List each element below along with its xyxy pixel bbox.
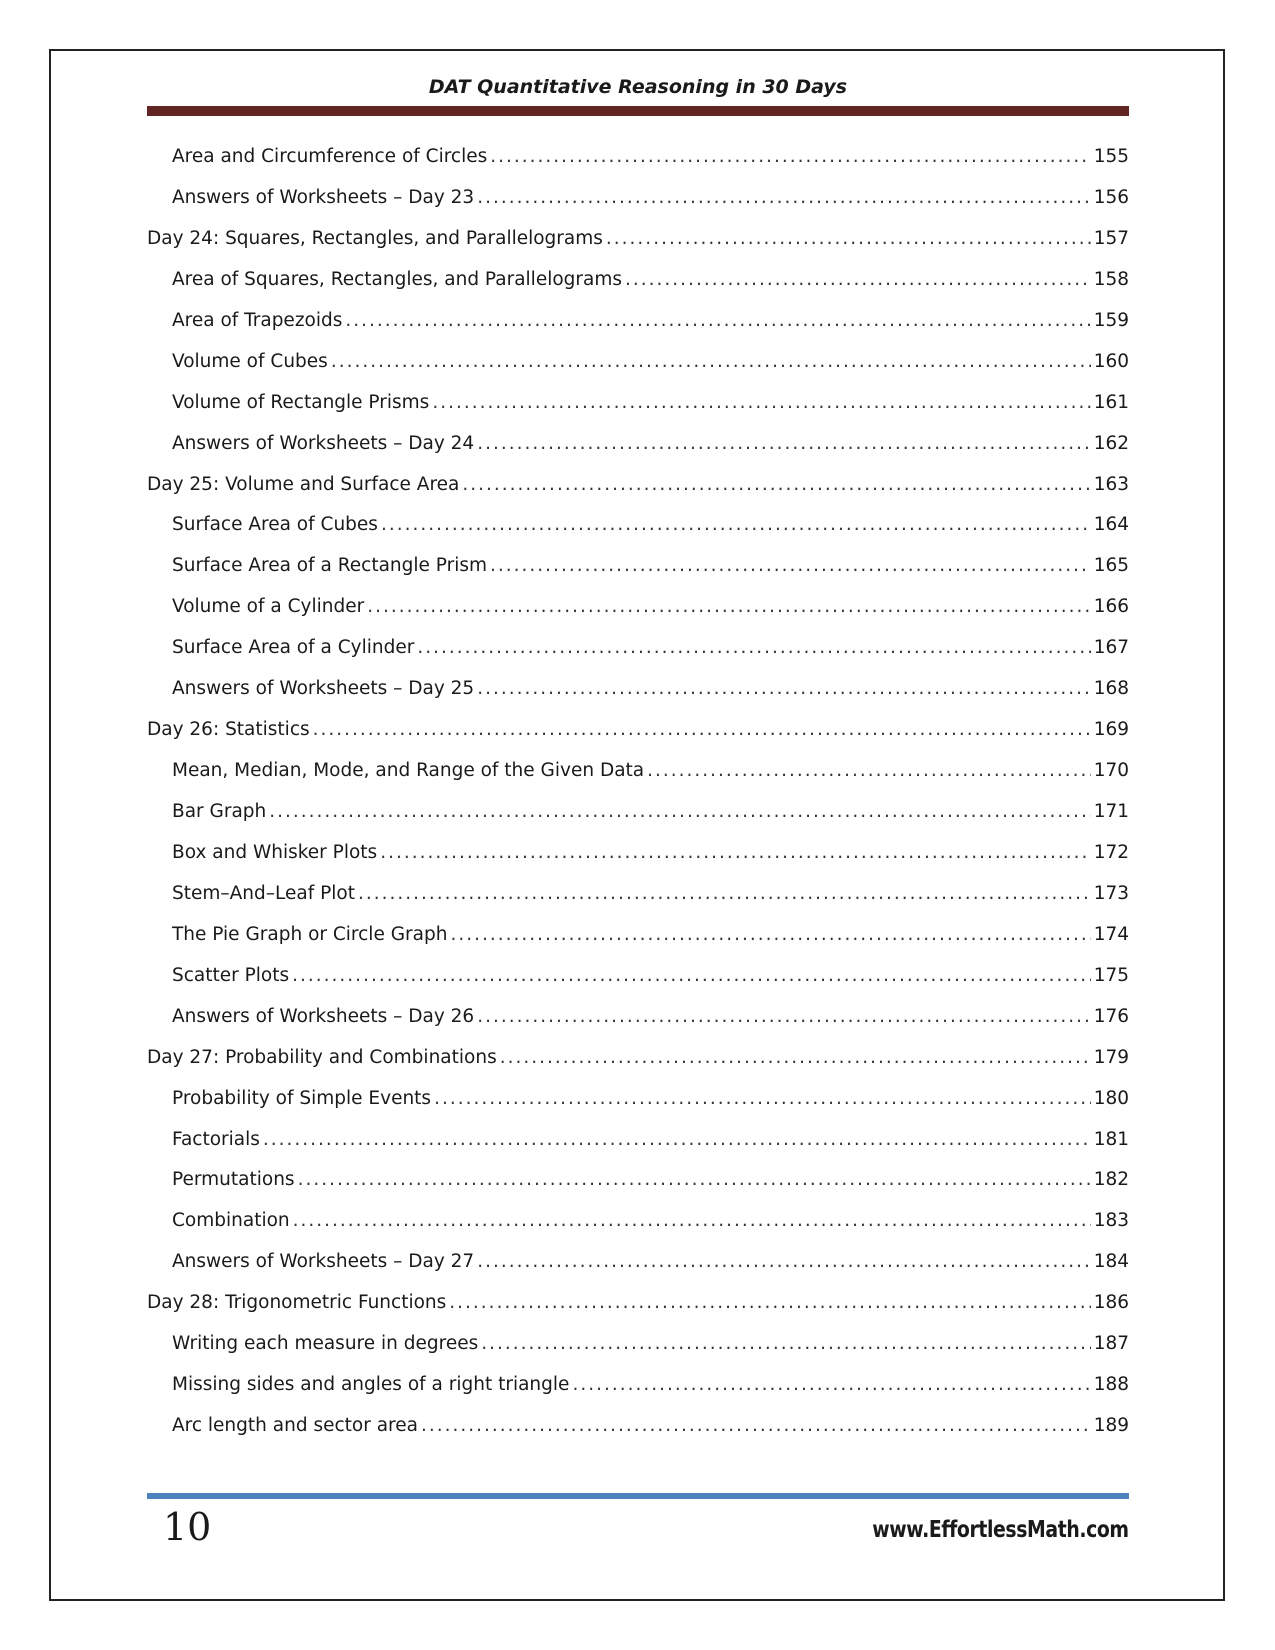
toc-entry-title: Answers of Worksheets – Day 27 bbox=[172, 1251, 475, 1273]
toc-entry-page-number: 157 bbox=[1093, 227, 1129, 249]
toc-dot-leader bbox=[625, 269, 1091, 290]
table-of-contents bbox=[147, 146, 1129, 1456]
toc-section-entry[interactable] bbox=[147, 1333, 1129, 1374]
toc-section-entry[interactable] bbox=[147, 1088, 1129, 1129]
toc-entry-title: Bar Graph bbox=[172, 801, 267, 822]
toc-entry-page-number: 161 bbox=[1093, 391, 1129, 413]
toc-entry-page-number: 156 bbox=[1093, 186, 1129, 208]
toc-dot-leader bbox=[500, 1047, 1091, 1068]
toc-entry-page-number: 183 bbox=[1093, 1210, 1129, 1232]
toc-dot-leader bbox=[417, 637, 1090, 658]
toc-entry-page-number: 165 bbox=[1093, 555, 1129, 577]
toc-chapter-entry[interactable] bbox=[147, 228, 1129, 269]
toc-entry-page-number: 173 bbox=[1093, 882, 1129, 904]
footer-website[interactable]: www.EffortlessMath.com bbox=[872, 1517, 1129, 1543]
toc-entry-title: Box and Whisker Plots bbox=[172, 841, 378, 863]
toc-entry-title: Answers of Worksheets – Day 23 bbox=[172, 186, 475, 208]
toc-section-entry[interactable] bbox=[147, 1006, 1129, 1047]
toc-dot-leader bbox=[381, 514, 1091, 535]
toc-entry-title: Day 27: Probability and Combinations bbox=[147, 1046, 497, 1068]
toc-dot-leader bbox=[606, 228, 1091, 249]
toc-entry-title: Probability of Simple Events bbox=[172, 1087, 432, 1109]
toc-entry-page-number: 184 bbox=[1093, 1251, 1129, 1273]
toc-dot-leader bbox=[572, 1374, 1090, 1395]
header-rule bbox=[147, 106, 1129, 116]
toc-chapter-entry[interactable] bbox=[147, 1047, 1129, 1088]
toc-entry-page-number: 169 bbox=[1093, 719, 1129, 741]
toc-entry-title: Volume of Cubes bbox=[172, 350, 328, 372]
toc-section-entry[interactable] bbox=[147, 924, 1129, 965]
toc-entry-title: Scatter Plots bbox=[172, 964, 290, 986]
toc-entry-page-number: 172 bbox=[1093, 841, 1129, 863]
toc-dot-leader bbox=[293, 1210, 1091, 1231]
toc-section-entry[interactable] bbox=[147, 965, 1129, 1006]
toc-section-entry[interactable] bbox=[147, 555, 1129, 596]
toc-entry-page-number: 189 bbox=[1093, 1415, 1129, 1437]
toc-entry-title: Day 26: Statistics bbox=[147, 719, 310, 741]
toc-dot-leader bbox=[367, 596, 1090, 617]
toc-entry-title: Day 25: Volume and Surface Area bbox=[147, 473, 460, 495]
toc-section-entry[interactable] bbox=[147, 146, 1129, 187]
toc-dot-leader bbox=[345, 310, 1090, 331]
toc-dot-leader bbox=[462, 474, 1090, 495]
page-header-title: DAT Quantitative Reasoning in 30 Days bbox=[428, 76, 848, 98]
toc-entry-title: Mean, Median, Mode, and Range of the Given Data bbox=[172, 760, 645, 782]
toc-entry-title: Volume of a Cylinder bbox=[172, 596, 365, 618]
toc-entry-title: Surface Area of Cubes bbox=[172, 514, 378, 536]
toc-entry-title: Combination bbox=[172, 1210, 290, 1232]
toc-entry-page-number: 175 bbox=[1093, 964, 1129, 986]
toc-section-entry[interactable] bbox=[147, 801, 1129, 842]
toc-entry-title: Surface Area of a Cylinder bbox=[172, 637, 415, 659]
toc-entry-page-number: 181 bbox=[1093, 1128, 1129, 1150]
toc-entry-page-number: 155 bbox=[1093, 146, 1129, 167]
toc-entry-title: Area and Circumference of Circles bbox=[172, 146, 488, 167]
toc-entry-title: Answers of Worksheets – Day 26 bbox=[172, 1005, 475, 1027]
toc-entry-page-number: 186 bbox=[1093, 1292, 1129, 1314]
toc-entry-title: Day 28: Trigonometric Functions bbox=[147, 1292, 447, 1314]
toc-entry-page-number: 168 bbox=[1093, 678, 1129, 700]
toc-entry-title: Missing sides and angles of a right triangle bbox=[172, 1374, 570, 1396]
toc-section-entry[interactable] bbox=[147, 433, 1129, 474]
toc-dot-leader bbox=[477, 678, 1090, 699]
toc-entry-title: Permutations bbox=[172, 1169, 295, 1191]
toc-dot-leader bbox=[358, 883, 1091, 904]
toc-entry-page-number: 158 bbox=[1093, 268, 1129, 290]
toc-section-entry[interactable] bbox=[147, 1210, 1129, 1251]
toc-entry-page-number: 164 bbox=[1093, 514, 1129, 536]
footer-page-number: 10 bbox=[163, 1505, 212, 1549]
toc-entry-title: Answers of Worksheets – Day 24 bbox=[172, 432, 475, 454]
toc-entry-title: Arc length and sector area bbox=[172, 1415, 418, 1437]
toc-entry-page-number: 160 bbox=[1093, 350, 1129, 372]
toc-section-entry[interactable] bbox=[147, 760, 1129, 801]
toc-entry-title: Answers of Worksheets – Day 25 bbox=[172, 678, 475, 700]
toc-section-entry[interactable] bbox=[147, 842, 1129, 883]
toc-dot-leader bbox=[477, 1006, 1090, 1027]
toc-dot-leader bbox=[298, 1169, 1091, 1190]
toc-section-entry[interactable] bbox=[147, 637, 1129, 678]
toc-entry-title: Area of Trapezoids bbox=[172, 309, 343, 331]
toc-section-entry[interactable] bbox=[147, 883, 1129, 924]
toc-dot-leader bbox=[434, 1088, 1091, 1109]
toc-section-entry[interactable] bbox=[147, 1374, 1129, 1415]
toc-dot-leader bbox=[490, 146, 1090, 167]
toc-chapter-entry[interactable] bbox=[147, 1292, 1129, 1333]
toc-dot-leader bbox=[647, 760, 1091, 781]
toc-entry-title: Volume of Rectangle Prisms bbox=[172, 391, 430, 413]
toc-dot-leader bbox=[477, 187, 1090, 208]
toc-section-entry[interactable] bbox=[147, 351, 1129, 392]
toc-section-entry[interactable] bbox=[147, 1415, 1129, 1456]
toc-entry-page-number: 187 bbox=[1093, 1333, 1129, 1355]
toc-entry-page-number: 179 bbox=[1093, 1046, 1129, 1068]
toc-entry-title: Day 24: Squares, Rectangles, and Parallelograms bbox=[147, 227, 603, 249]
toc-entry-page-number: 166 bbox=[1093, 596, 1129, 618]
toc-section-entry[interactable] bbox=[147, 1129, 1129, 1170]
toc-chapter-entry[interactable] bbox=[147, 719, 1129, 760]
toc-entry-page-number: 188 bbox=[1093, 1374, 1129, 1396]
toc-section-entry[interactable] bbox=[147, 596, 1129, 637]
toc-dot-leader bbox=[269, 801, 1090, 822]
toc-entry-page-number: 180 bbox=[1093, 1087, 1129, 1109]
toc-section-entry[interactable] bbox=[147, 269, 1129, 310]
toc-section-entry[interactable] bbox=[147, 1169, 1129, 1210]
toc-entry-title: Writing each measure in degrees bbox=[172, 1333, 479, 1355]
toc-dot-leader bbox=[263, 1129, 1091, 1150]
toc-section-entry[interactable] bbox=[147, 678, 1129, 719]
toc-entry-page-number: 159 bbox=[1093, 309, 1129, 331]
toc-entry-title: Surface Area of a Rectangle Prism bbox=[172, 555, 488, 577]
toc-entry-title: Stem–And–Leaf Plot bbox=[172, 882, 355, 904]
toc-entry-page-number: 167 bbox=[1093, 637, 1129, 659]
toc-entry-title: Factorials bbox=[172, 1128, 260, 1150]
toc-section-entry[interactable] bbox=[147, 514, 1129, 555]
toc-section-entry[interactable] bbox=[147, 1251, 1129, 1292]
toc-dot-leader bbox=[481, 1333, 1090, 1354]
toc-chapter-entry[interactable] bbox=[147, 474, 1129, 515]
toc-dot-leader bbox=[421, 1415, 1091, 1436]
toc-dot-leader bbox=[380, 842, 1091, 863]
toc-entry-title: Area of Squares, Rectangles, and Parallelograms bbox=[172, 268, 623, 290]
toc-dot-leader bbox=[490, 555, 1091, 576]
toc-dot-leader bbox=[449, 1292, 1090, 1313]
toc-section-entry[interactable] bbox=[147, 187, 1129, 228]
toc-entry-page-number: 170 bbox=[1093, 760, 1129, 782]
toc-dot-leader bbox=[477, 1251, 1090, 1272]
toc-entry-page-number: 171 bbox=[1093, 801, 1129, 822]
toc-dot-leader bbox=[313, 719, 1091, 740]
toc-dot-leader bbox=[450, 924, 1090, 945]
toc-dot-leader bbox=[432, 392, 1090, 413]
toc-section-entry[interactable] bbox=[147, 310, 1129, 351]
toc-entry-page-number: 174 bbox=[1093, 923, 1129, 945]
footer-rule bbox=[147, 1493, 1129, 1499]
toc-entry-page-number: 182 bbox=[1093, 1169, 1129, 1191]
toc-dot-leader bbox=[477, 433, 1090, 454]
toc-entry-title: The Pie Graph or Circle Graph bbox=[172, 923, 448, 945]
toc-entry-page-number: 162 bbox=[1093, 432, 1129, 454]
toc-entry-page-number: 163 bbox=[1093, 473, 1129, 495]
toc-entry-page-number: 176 bbox=[1093, 1005, 1129, 1027]
toc-dot-leader bbox=[331, 351, 1091, 372]
toc-dot-leader bbox=[292, 965, 1091, 986]
toc-section-entry[interactable] bbox=[147, 392, 1129, 433]
